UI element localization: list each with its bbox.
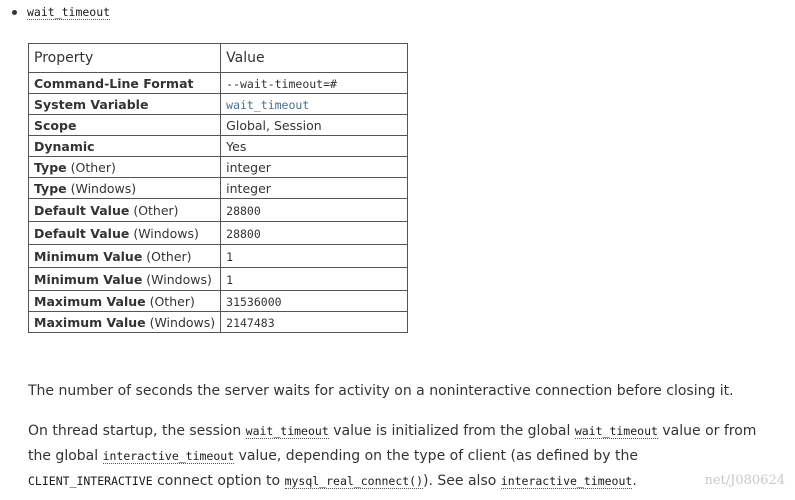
property-cell bbox=[29, 222, 221, 245]
table-row bbox=[29, 291, 408, 312]
property-cell bbox=[29, 73, 221, 94]
property-qualifier: (Other) bbox=[146, 248, 192, 264]
value-cell bbox=[221, 94, 408, 115]
table-row bbox=[29, 199, 408, 222]
value-cell bbox=[221, 291, 408, 312]
property-value: 28800 bbox=[226, 226, 261, 241]
startup-paragraph-line-3 bbox=[28, 469, 637, 494]
property-name: Maximum Value bbox=[34, 293, 146, 309]
property-name: Minimum Value bbox=[34, 271, 143, 287]
property-cell bbox=[29, 157, 221, 178]
property-value: 1 bbox=[226, 272, 234, 287]
property-name: System Variable bbox=[34, 96, 149, 112]
table-row bbox=[29, 157, 408, 178]
text: value or from bbox=[657, 423, 757, 439]
value-cell bbox=[221, 157, 408, 178]
interactive-timeout-link[interactable]: interactive_timeout bbox=[102, 449, 235, 463]
property-value: 31536000 bbox=[226, 294, 282, 309]
property-name: Type bbox=[34, 159, 67, 175]
property-cell bbox=[29, 115, 221, 136]
property-cell bbox=[29, 136, 221, 157]
description-paragraph: The number of seconds the server waits for activity on a noninteractive connection before closing it. bbox=[28, 383, 734, 399]
mysql-real-connect-link[interactable]: mysql_real_connect() bbox=[284, 474, 424, 488]
interactive-timeout-link[interactable]: interactive_timeout bbox=[500, 474, 633, 488]
property-qualifier: (Windows) bbox=[149, 314, 216, 330]
table-row bbox=[29, 178, 408, 199]
value-cell bbox=[221, 312, 408, 333]
property-value: 1 bbox=[226, 249, 234, 264]
text: the global bbox=[28, 448, 103, 464]
table-row bbox=[29, 245, 408, 268]
table-row bbox=[29, 222, 408, 245]
property-qualifier: (Other) bbox=[149, 293, 195, 309]
option-name-link[interactable]: wait_timeout bbox=[27, 4, 111, 19]
table-row bbox=[29, 268, 408, 291]
value-cell bbox=[221, 199, 408, 222]
property-name: Default Value bbox=[34, 202, 130, 218]
table-header-row bbox=[29, 44, 408, 73]
table-row bbox=[29, 136, 408, 157]
property-cell bbox=[29, 312, 221, 333]
property-cell bbox=[29, 268, 221, 291]
client-interactive-code: CLIENT_INTERACTIVE bbox=[28, 474, 153, 488]
property-qualifier: (Windows) bbox=[70, 180, 137, 196]
option-heading bbox=[12, 4, 110, 20]
property-name: Scope bbox=[34, 117, 77, 133]
property-cell bbox=[29, 94, 221, 115]
property-table bbox=[28, 43, 408, 333]
property-value: integer bbox=[226, 159, 271, 175]
header-value: Value bbox=[221, 44, 408, 73]
property-cell bbox=[29, 178, 221, 199]
property-qualifier: (Other) bbox=[133, 202, 179, 218]
property-value: 2147483 bbox=[226, 315, 275, 330]
value-cell bbox=[221, 136, 408, 157]
system-variable-link[interactable]: wait_timeout bbox=[226, 97, 310, 112]
property-value: Global, Session bbox=[226, 117, 322, 133]
text: value is initialized from the global bbox=[328, 423, 575, 439]
property-qualifier: (Windows) bbox=[146, 271, 212, 287]
startup-paragraph-line-2 bbox=[28, 444, 638, 469]
text: connect option to bbox=[152, 473, 285, 489]
table-row bbox=[29, 73, 408, 94]
text: . bbox=[632, 473, 637, 489]
property-qualifier: (Windows) bbox=[133, 225, 199, 241]
startup-paragraph-line-1 bbox=[28, 419, 756, 444]
table-row bbox=[29, 115, 408, 136]
value-cell bbox=[221, 268, 408, 291]
property-cell bbox=[29, 291, 221, 312]
property-cell bbox=[29, 199, 221, 222]
value-cell bbox=[221, 178, 408, 199]
value-cell bbox=[221, 222, 408, 245]
value-cell bbox=[221, 73, 408, 94]
header-property: Property bbox=[29, 44, 221, 73]
property-name: Type bbox=[34, 180, 67, 196]
property-cell bbox=[29, 245, 221, 268]
property-name: Default Value bbox=[34, 225, 130, 241]
property-value: Yes bbox=[226, 138, 247, 154]
table-row bbox=[29, 312, 408, 333]
text: ). See also bbox=[423, 473, 501, 489]
property-name: Maximum Value bbox=[34, 314, 146, 330]
property-value: 28800 bbox=[226, 203, 261, 218]
property-name: Minimum Value bbox=[34, 248, 143, 264]
bullet-icon bbox=[12, 10, 17, 15]
wait-timeout-link[interactable]: wait_timeout bbox=[245, 424, 329, 438]
value-cell bbox=[221, 115, 408, 136]
text: On thread startup, the session bbox=[28, 423, 246, 439]
text: value, depending on the type of client (as defined by the bbox=[234, 448, 639, 464]
watermark: net/J080624 bbox=[704, 473, 785, 488]
property-value: --wait-timeout=# bbox=[226, 76, 337, 91]
wait-timeout-link[interactable]: wait_timeout bbox=[574, 424, 658, 438]
property-name: Dynamic bbox=[34, 138, 95, 154]
table-body bbox=[29, 73, 408, 333]
value-cell bbox=[221, 245, 408, 268]
property-qualifier: (Other) bbox=[70, 159, 116, 175]
property-value: integer bbox=[226, 180, 271, 196]
table-row bbox=[29, 94, 408, 115]
property-name: Command-Line Format bbox=[34, 75, 194, 91]
